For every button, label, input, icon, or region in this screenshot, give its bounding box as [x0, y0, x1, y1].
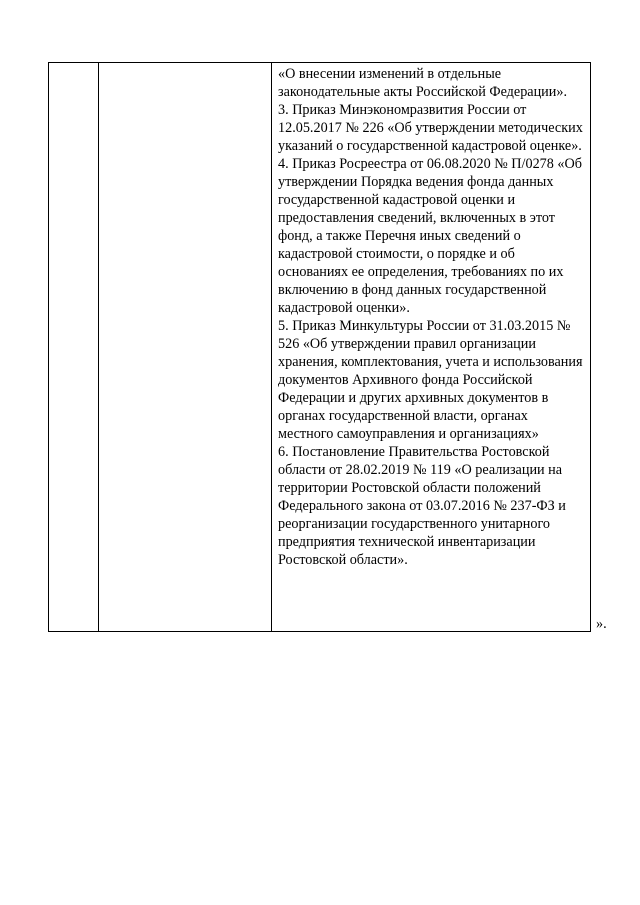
table-cell-number — [49, 63, 99, 632]
table-cell-name — [99, 63, 272, 632]
document-table — [48, 62, 591, 632]
paragraph: 3. Приказ Минэкономразвития России от 12.05.2017 № 226 «Об утверждении методических указаний о государственной кадастровой оценке». — [278, 102, 583, 154]
paragraph: «О внесении изменений в отдельные законодательные акты Российской Федерации». — [278, 66, 567, 100]
paragraph: 5. Приказ Минкультуры России от 31.03.2015 № 526 «Об утверждении правил организации хранения, комплектования, учета и использования документов Архивного фонда Российской Федерации и других архивных документов в органах государственной власти, органах местного самоуправления и организациях» — [278, 318, 583, 442]
paragraph: 6. Постановление Правительства Ростовской области от 28.02.2019 № 119 «О реализации на территории Ростовской области положений Федерального закона от 03.07.2016 № 237-ФЗ и реорганизации государственного унитарного предприятия технической инвентаризации Ростовской области». — [278, 444, 566, 568]
table-cell-legal-basis — [272, 63, 591, 632]
closing-quote-mark: ». — [596, 616, 607, 632]
paragraph: 4. Приказ Росреестра от 06.08.2020 № П/0278 «Об утверждении Порядка ведения фонда данных государственной кадастровой оценки и предоставления сведений, включенных в этот фонд, а также Перечня иных сведений о кадастровой стоимости, о порядке и об основаниях ее определения, требованиях по их включению в фонд данных государственной кадастровой оценки». — [278, 156, 582, 316]
table-row — [49, 63, 591, 632]
